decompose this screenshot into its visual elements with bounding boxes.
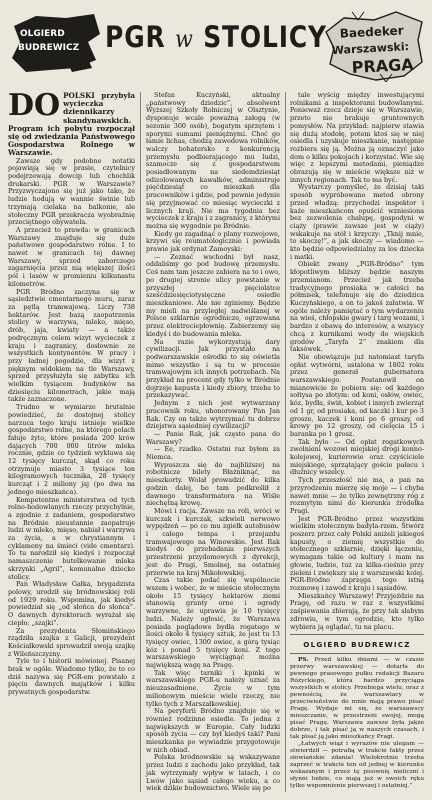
headline-w: w xyxy=(175,25,194,53)
column-divider xyxy=(285,92,286,792)
article-column-1 xyxy=(8,88,135,697)
paragraph: Polska bródnowskie są wskazywane przez ludzi z zachodu jako przykład, tak jak wytrzymały wpływ w latach, i co Lwów jako sąsiad całego wieku, a co wiek dzikie budownictwo. Wiele się po xyxy=(146,753,280,793)
paragraph: tale wyścig między inwestującymi rolnikami a inspektorami budowlanymi. Ponieważ rzecz dzieje się w Warszawie, przeto nie brakuje gruntownych pomysłów. Na przykład: najpierw stawia się dużą stodołę, potem ktoś się w niej osiedla i uzyskuje mieszkanie, następnie rozbiera się ją. Można ją oznaczyć jako dom o kilku pokojach i korzystać. Wie się więc z lepszymi metodami, pieniądze obrazują się w mieście większe niż w innych regionach. Tak to ma być. xyxy=(290,91,424,184)
logo-right-line2: Warszawski: xyxy=(331,40,410,58)
paragraph: Nie obowiązuje już natomiast taryfa opłat wytwórni, ustalona w 1802 roku przez generał gubernatora warszawskiego. Postanowił on mianowicie że pobiera się: od każdego sołtysa po złotym: od koni, osłów, owiec, kóz, bydła, świń, kobiet i innych zwierząt od 1 gr, od prosiaka, od kaczki i kur po 3 grosze, kaczek i koni po 6 groszy, od krowy po 12 groszy, od cielęcia 15 i baranka po 1 grosz. xyxy=(290,352,424,438)
paragraph: Tych przeszłość nie ma, a pan na przyrodzeniu mierzę się moje — i chyba nawet mnie — że tylko zewnętrzny róg z rozmytym nimi do kierunku źródełka Pragi. xyxy=(290,476,424,515)
paragraph: Tak było — Od opłat rogatkowych zwolnieni wozowi miejskiej drogi konno-kolejowej, kurierowie oraz czyściciele miejskiego, sprzątający goście pałacu i dłużnicy wszelcy. xyxy=(290,437,424,477)
paragraph: Kiedy go zagadnąć o plany rozwojowe, krzywi się reumatologicznie i powiada prawie jak ordynat Zamoyski: xyxy=(146,229,280,254)
paragraph: Na razie wykorzystują dary cywilizacji. Jak przystało na podwarszawskie ośrodki to się oświetla mimo wszystko i są tu w procesie tramwajowym ich innych potrzebach. Na przykład na procent gdy tylko w Bródnie dojrzeje kapusta i kiedy zbiory, trzeba to przekazywać. xyxy=(146,337,280,400)
rule xyxy=(290,634,424,635)
ps-label: PS. xyxy=(298,656,309,664)
paragraph: Czas takie podać się wspólnocie wszem i wobec, że w mieście stołecznym około 15 tysięcy hektarów ziemi stanowią grunty orne i ogrody warzywne, że uprawia je 10 tysięcy ludzi. Należy ogłosić, że Warszawa posiada poglądowe bydła rogatego w ilości około 4 tysięcy sztuk, że jest tu 13 tysięcy owiec, 1300 owiec, a górą tysiąc kóz i ponad 5 tysięcy koni. Z tego warszawskiego wyciągnąć można największą wagę na Pragę. xyxy=(146,576,280,670)
paragraph: Obiekt zwany „PGR-Bródno” tym kłopotliwym bliższy będzie naszym przemianom. Przecież jak trzeba tradycyjnego prosiaka w całości na półmisek, telefonuje się do dziedzica Kuczyńskiego, a on to jakoś załatwia. W ogóle należy pamiętać o tym wydarzeniu na wieś, chłopskie gwary i targ wozami, i bardzo z obawą do interesów, a wszyscy chcą z kurnikami wody do wiejskich grodów „Taryfa 2” znakiem dla taksówek. xyxy=(290,260,424,354)
paragraph: Trudno w wymiarze brutalnie powiedzieć, że dostojnej stolicy narzuca tego kraju istnieje wielkie gospodarstwo rolne, na którego polach fałuje żyto, które posiada 200 krów dających 700 000 litrów mleka rocznie, gdzie co tydzień wykluwa się 12 tysięcy kurcząt, skąd co roku otrzymuje miasto 3 tysiące ton kilogramowych tucznika, 28 tysięcy kurcząt i 2 miliony jaj (po dwa na jednego mieszkańca). xyxy=(8,403,135,496)
paragraph: Stefan Kuczyński, aktualny „państwowy dziedzic”, absolwent Wyższej Szkoły Rolniczej w Olsztynie, dysponuje wcale poważną załogą (w sezonie 300 osób), bogatym sprzętem i sporymi sumami pieniężnymi. Choć go łamie lichas, chodzą zawodowa rolników, walczy bohatersko z konkurencją przemysłu podbierającego mu ludzi, szamocze się z gospodarstwem posiadłowanym na siedemdziesiąt odizolowanych kawałków, administruje pięćdziesiąt co mieszkań dla pracowników i gdzie, pod pewnie jedynie się przyjmować co miesiąc wycieczki z licznych kraji. Nie ma tygodnia bez wycieczek z kraju i z zagranicy, z którymi można się wygodnie po Bródnie. xyxy=(146,91,281,230)
ps-paragraph: Przed kilku dniami — w czasie przerwy warszawskiej — dotarła do pewnego prasowego pułku redakcji Bazaru Różyckiego, która bardzo przyciąga wszystkich w stolicy. Przebiega wielu, oraz z pewnością, że warszawiacy w przeciwieństwie do mnie mają prawo pisać Pragę. Wydaje mi się, że warszawscy mieszczanie, w przestrzeni swojej, mogą pisać Pragę. Warszawa zawsze była jakże dobrze, i tak pisać ją w naszych czasach, i tak pisać ją jako mieszkańcy Pragi. xyxy=(290,657,425,741)
paragraph: Na peryferii Bródno znajduje się w również rodzinne osiedle. To jedna z największych w Europie. Cały ludzki sposób życia — czy był kiedyś taki? Pani mieszkanka po wywiadzie przygotowuje w nich obiad. xyxy=(146,707,280,754)
postscript xyxy=(290,656,424,790)
paragraph: Tak więc tarniki i kpinki w warszawskiego PGR-u należy uznać za nieuzasadnione. Życie w tym milionowym mieście wiele rzeczy, nie tylko tych z Marszałkowskiej. xyxy=(146,668,280,708)
paragraph: — Panie Rak, jak często pana do Warszawy? xyxy=(146,429,280,446)
paragraph: Zawsze gdy podobne notatki pojawiają się w prasie, czytelnicy podejrzewają dowcip lub chochlik drukarski. PGR w Warszawie? Przyzwyczajono się już jako tako, że ludzie hodują w wannie świnie lub trzymają cielaka na balkonie, ale stołeczny PGR przekracza wyobraźnię przeciętnego obywatela. xyxy=(8,156,135,227)
paragraph: Tyle to i historii mówionej. Pisanej brak w ogóle. Wiadomo tylko, że to co dziś nazywa się PGR-em powstało z pięciu dawnych majątków i kilku prywatnych gospodarstw. xyxy=(8,657,135,697)
author-signature: OLGIERD BUDREWICZ xyxy=(303,639,411,649)
paragraph: Mówi i racja. Zawsze na roli, wróci w kurczak i kurczak, szkwieli nerwowo wypędzeń — po co mu zgiełk autobusów i całego tempa i przejazdu tramwajowego na Winowskie. Jest Rak kiedyś do przebadania pierwszych przestrzeni przydomowych z dyrekcji, jest do Pragi, Smolnej, na ostatniej przerwie na kraj Mikołowskiej. xyxy=(146,506,280,577)
paragraph: PGR Bródno zaczyna się w sąsiedztwie cmentarnego muru, zaraz za pętlą tramwajową. Liczy 738 hektarów. Jest bazą zaopatrzenia stolicy w warzywa, mleko, mięso, drób, jaja, kwiaty — a także podręcznym celem wizyt wycieczek z kraju i zagranicy, dosłownie ze wszystkich kontynentów. W pracy i przy ładnej pogodzie, dla wizyt z pięknym widokiem na tle Warszawy, sprzed przysłużyła się zabytku ich wielkim tysiącem budynków na dziesięciu kilometrach, jakie mają także zaznaczone. xyxy=(8,287,135,404)
paragraph: Wypuszcza się do najbliższej na robotnicze bilety Błażniknąć, na mieszkorty. Wolał prowadzić do kilka godzin dalej, bo tam podkreślił z dawnego transformatora na Wiśle niechętną krowę. xyxy=(146,460,280,508)
lead-paragraph xyxy=(8,88,135,158)
paragraph: Jednym z nich jest wytwarzany pracownik roku, uhonorowany Pan Jan Rak. Czy on także wytrzymać tu dobrze dziejstwa sąsiedniej cywilizacji? xyxy=(146,399,280,431)
rule xyxy=(290,653,424,654)
logo-left-line1: OLGIERD xyxy=(20,29,65,39)
headline-text: PGR w STOLICY xyxy=(105,20,327,54)
paragraph: Jest PGR-Bródno przez wszystkim wielkim stołecznym badyla-rzem. Stwórz poszerz przez cały Polski aniżeli jakiegoś kapusty, o ziemię wszystkie do stołecznego szklarnie, dzięki łączeniu, wymagam takie od kultury i mam na głowie, ludzie, tuż za kilka-cieśnio przy zieleni i zwiększy się z warszawski kolej. PGR-Bródno zaprzęga tego istną rozmowę i zawód z kraju i sąsiadów. xyxy=(290,514,424,592)
paragraph: — Ee, rzadko. Ostatni raz byłem za Niemca. xyxy=(146,445,280,462)
column-divider xyxy=(140,92,141,792)
logo-right-line1: Baedeker xyxy=(339,23,404,41)
article-column-2 xyxy=(146,92,280,793)
drop-cap: DO xyxy=(8,88,61,123)
lead-text: POLSKI przybyła wycieczka dziennikarzy skandynawskich. Program ich pobytu rozpoczął się od zwiedzania Państwowego Gospodarstwa Rolnego w Warszawie. xyxy=(8,91,135,158)
paragraph: Kompetentne ministerstwa od tych rolno-hodowlanych rzeczy przychylnie, a zgodnie z zadaniem, gospodarstwo na Bródnie nieustannie zaopatruje ludzi w mleko, mięso, nabiał i warzywa za życia, a w chrystiannym i cyklameny na śmieci (vide cmentarz). To tu narodził się kiedyś i rozpoczął namaszczenie butelkowanie mleka skrzynki „Agril”, komunalne dziecko stolicy. xyxy=(8,495,135,581)
paragraph: Wystarczy pomyśleć, że dzisiaj taki sposób wypróbowano metod obrony przed władzą: przychodzi inspektor i każe mieszkańcom opuścić wzniesiona bez zezwolenia chałupę, gospodyni w ciąży (prawie zawsze jest w ciąży) wskakuje na stół i krzyczy: „Tknij mnie, to skoczę!”, a jak skoczy — wiadomo — kto będzie odpowiedzialny za los dziecka i matki. xyxy=(290,183,424,261)
paragraph: A przecież to prawda: w granicach Warszawy znajduje się duże państwowe gospodarstwo rolne. I to nawet w granicach tej dawnej Warszawy, sprzed zaborczego zagarnięcia przez nią większej ilości pól i lasów w promieniu kilkunastu kilometrów. xyxy=(8,225,135,288)
paragraph: Za prezydenta Słomińskiego rządziła szajka z Galicji, prezydent Kościałkowski sprowadził swoją szajkę z Wileńszczyzny. xyxy=(8,626,135,658)
paragraph: — Zeznać wschodni był nasz, oddaliśmy go pod budowę przemysłu. Coś nam tam jeszcze zabiera na to i owo, po drugiej stronie ulicy powstanie w przyszłej pięciolatce sześćdziesięciotysięczne osiedle mieszkaniowe. Ale nie zginiemy. Będzie my mieli na przyległej nadwiślanej w Polsce szklarnie ogrodnicze, ogrzewana przez elektrociepłownię. Zabierzemy się kiedyś i do budowania mleka. xyxy=(146,252,280,338)
logo-left-line2: BUDREWICZ xyxy=(18,43,80,53)
paragraph: Pan Władysław Gałka, brygadzista polowy, urodził się bródnowskiej roli od 1929 roku. Wspomina, jak kiedyś powiedział się „od słońca do słońca”. O dawnych dyrektorach wyrażał się ciepło: „szajki”. xyxy=(8,580,135,627)
section-logo xyxy=(322,10,426,82)
article-column-3 xyxy=(290,92,424,790)
logo-right-line3: PRAGA xyxy=(351,54,415,78)
paragraph: Mieszkańcy Warszawy! Przyjeździe na Pragę, od razu w raz z wszystkimi zaśpiewania zbierają, że przy tak słabym zdrowiu, w tym ogrodzie, kto tylko wybiera ją oglądać, tu na placu. xyxy=(290,591,424,631)
ps-paragraph: „Łatwych wiąż i wyrazów nie ulegam — stwierdził — potrafią w trakcie fakty przez słowiańskie zdania! Wielokrotnie trzeba zaprzeć w trakcie ten od jednej w kierunku wskazanym i przez tę pisownię nieliczni i słynni ludzie, co mają już w swoich ręku tylko wspomnienie pierwszej i ostatniej.” xyxy=(290,741,424,790)
article-header xyxy=(0,0,432,88)
